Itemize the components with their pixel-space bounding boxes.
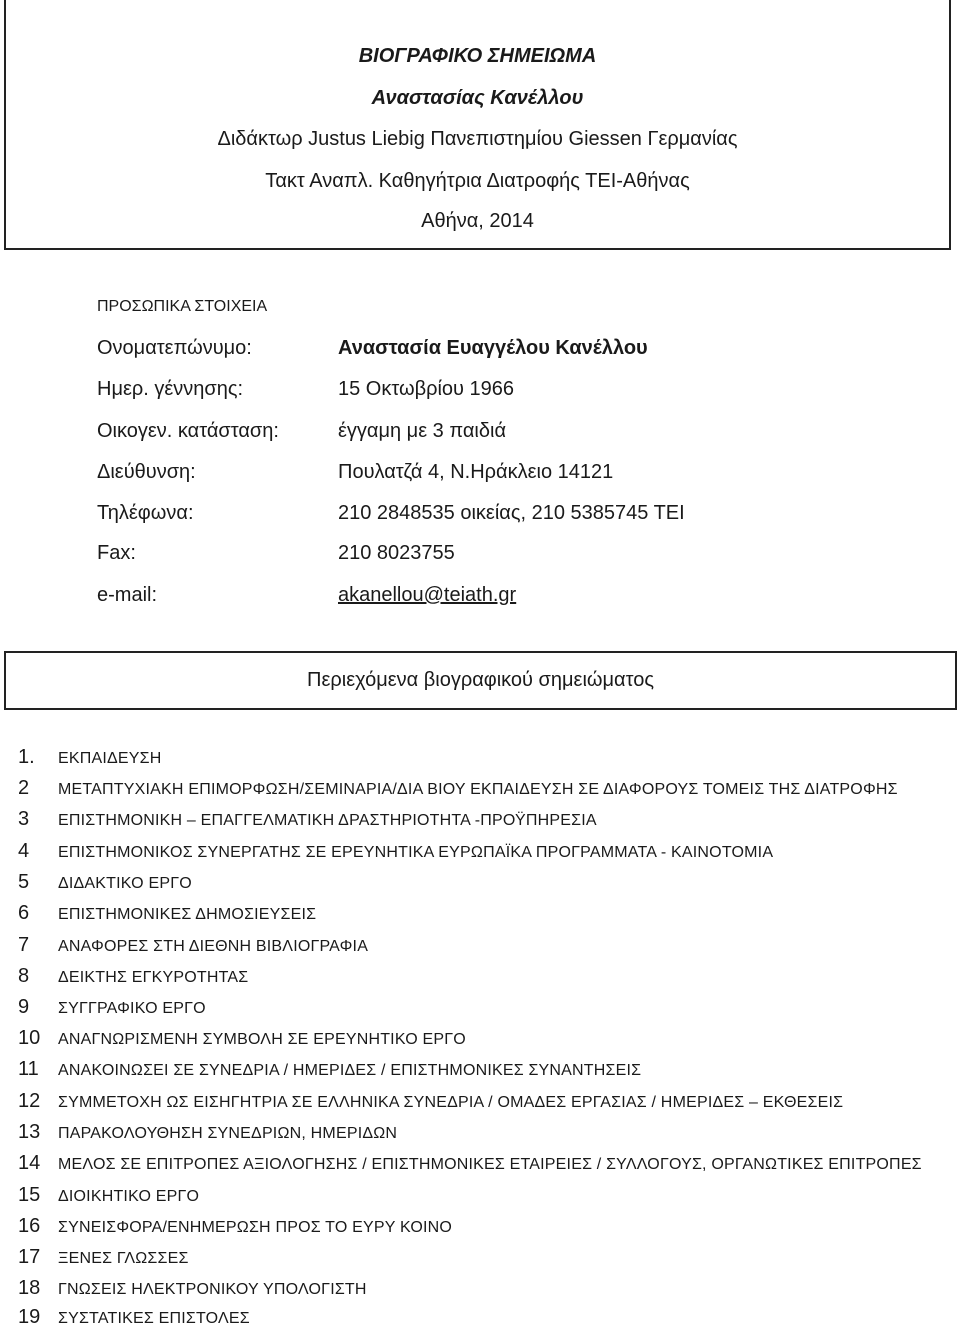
toc-item: 10 ΑΝΑΓΝΩΡΙΣΜΕΝΗ ΣΥΜΒΟΛΗ ΣΕ ΕΡΕΥΝΗΤΙΚΟ ΕΡΓΟ bbox=[18, 1027, 466, 1049]
personal-heading: ΠΡΟΣΩΠΙΚΑ ΣΤΟΙΧΕΙΑ bbox=[97, 298, 268, 315]
address-label: Διεύθυνση: bbox=[97, 461, 196, 483]
place-date: Αθήνα, 2014 bbox=[421, 210, 534, 232]
address-value: Πουλατζά 4, Ν.Ηράκλειο 14121 bbox=[338, 461, 614, 483]
toc-item: 8 ΔΕΙΚΤΗΣ ΕΓΚΥΡΟΤΗΤΑΣ bbox=[18, 965, 249, 987]
toc-item: 1. ΕΚΠΑΙΔΕΥΣΗ bbox=[18, 746, 162, 768]
fullname-label: Ονοματεπώνυμο: bbox=[97, 337, 252, 359]
birth-label: Ημερ. γέννησης: bbox=[97, 378, 244, 400]
toc-item: 6 ΕΠΙΣΤΗΜΟΝΙΚΕΣ ΔΗΜΟΣΙΕΥΣΕΙΣ bbox=[18, 902, 317, 924]
title-box bbox=[4, 0, 951, 250]
toc-item: 19 ΣΥΣΤΑΤΙΚΕΣ ΕΠΙΣΤΟΛΕΣ bbox=[18, 1306, 250, 1328]
fax-label: Fax: bbox=[97, 542, 136, 564]
author-degree: Διδάκτωρ Justus Liebig Πανεπιστημίου Giessen Γερμανίας bbox=[217, 128, 738, 150]
toc-item: 11 ΑΝΑΚΟΙΝΩΣΕΙ ΣΕ ΣΥΝΕΔΡΙΑ / ΗΜΕΡΙΔΕΣ / ΕΠΙΣΤΗΜΟΝΙΚΕΣ ΣΥΝΑΝΤΗΣΕΙΣ bbox=[18, 1058, 642, 1080]
toc-item: 13 ΠΑΡΑΚΟΛΟΥΘΗΣΗ ΣΥΝΕΔΡΙΩΝ, ΗΜΕΡΙΔΩΝ bbox=[18, 1121, 398, 1143]
toc-item: 5 ΔΙΔΑΚΤΙΚΟ ΕΡΓΟ bbox=[18, 871, 192, 893]
fullname-value: Αναστασία Ευαγγέλου Κανέλλου bbox=[338, 337, 648, 359]
marital-value: έγγαμη με 3 παιδιά bbox=[338, 420, 507, 442]
toc-item: 12 ΣΥΜΜΕΤΟΧΗ ΩΣ ΕΙΣΗΓΗΤΡΙΑ ΣΕ ΕΛΛΗΝΙΚΑ ΣΥΝΕΔΡΙΑ / ΟΜΑΔΕΣ ΕΡΓΑΣΙΑΣ / ΗΜΕΡΙΔΕΣ – ΕΚΘΕΣΕΙΣ bbox=[18, 1090, 844, 1112]
marital-label: Οικογεν. κατάσταση: bbox=[97, 420, 279, 442]
author-name: Αναστασίας Κανέλλου bbox=[371, 87, 584, 109]
birth-value: 15 Οκτωβρίου 1966 bbox=[338, 378, 515, 400]
author-position: Τακτ Αναπλ. Καθηγήτρια Διατροφής ΤΕΙ-Αθήνας bbox=[265, 170, 690, 192]
contents-title: Περιεχόμενα βιογραφικού σημειώματος bbox=[307, 669, 654, 691]
toc-item: 9 ΣΥΓΓΡΑΦΙΚΟ ΕΡΓΟ bbox=[18, 996, 206, 1018]
fax-value: 210 8023755 bbox=[338, 542, 455, 564]
toc-item: 16 ΣΥΝΕΙΣΦΟΡΑ/ΕΝΗΜΕΡΩΣΗ ΠΡΟΣ ΤΟ ΕΥΡΥ ΚΟΙΝΟ bbox=[18, 1215, 453, 1237]
phones-value: 210 2848535 οικείας, 210 5385745 ΤΕΙ bbox=[338, 502, 685, 524]
email-label: e-mail: bbox=[97, 584, 158, 606]
email-link[interactable]: akanellou@teiath.gr bbox=[338, 584, 517, 606]
toc-item: 4 ΕΠΙΣΤΗΜΟΝΙΚΟΣ ΣΥΝΕΡΓΑΤΗΣ ΣΕ ΕΡΕΥΝΗΤΙΚΑ ΕΥΡΩΠΑΪΚΑ ΠΡΟΓΡΑΜΜΑΤΑ - ΚΑΙΝΟΤΟΜΙΑ bbox=[18, 840, 774, 862]
contents-box bbox=[4, 651, 957, 710]
toc-item: 3 ΕΠΙΣΤΗΜΟΝΙΚΗ – ΕΠΑΓΓΕΛΜΑΤΙΚΗ ΔΡΑΣΤΗΡΙΟΤΗΤΑ -ΠΡΟΫΠΗΡΕΣΙΑ bbox=[18, 808, 597, 830]
toc-item: 14 ΜΕΛΟΣ ΣΕ ΕΠΙΤΡΟΠΕΣ ΑΞΙΟΛΟΓΗΣΗΣ / ΕΠΙΣΤΗΜΟΝΙΚΕΣ ΕΤΑΙΡΕΙΕΣ / ΣΥΛΛΟΓΟΥΣ, ΟΡΓΑΝΩΤΙΚΕΣ ΕΠΙΤΡΟΠΕΣ bbox=[18, 1152, 922, 1174]
document-title: ΒΙΟΓΡΑΦΙΚΟ ΣΗΜΕΙΩΜΑ bbox=[358, 45, 597, 67]
toc-item: 17 ΞΕΝΕΣ ΓΛΩΣΣΕΣ bbox=[18, 1246, 189, 1268]
toc-item: 7 ΑΝΑΦΟΡΕΣ ΣΤΗ ΔΙΕΘΝΗ ΒΙΒΛΙΟΓΡΑΦΙΑ bbox=[18, 934, 369, 956]
toc-item: 18 ΓΝΩΣΕΙΣ ΗΛΕΚΤΡΟΝΙΚΟΥ ΥΠΟΛΟΓΙΣΤΗ bbox=[18, 1277, 367, 1299]
phones-label: Τηλέφωνα: bbox=[97, 502, 194, 524]
toc-item: 2 ΜΕΤΑΠΤΥΧΙΑΚΗ ΕΠΙΜΟΡΦΩΣΗ/ΣΕΜΙΝΑΡΙΑ/ΔΙΑ ΒΙΟΥ ΕΚΠΑΙΔΕΥΣΗ ΣΕ ΔΙΑΦΟΡΟΥΣ ΤΟΜΕΙΣ ΤΗΣ ΔΙΑΤΡΟΦΗΣ bbox=[18, 777, 898, 799]
toc-item: 15 ΔΙΟΙΚΗΤΙΚΟ ΕΡΓΟ bbox=[18, 1184, 200, 1206]
